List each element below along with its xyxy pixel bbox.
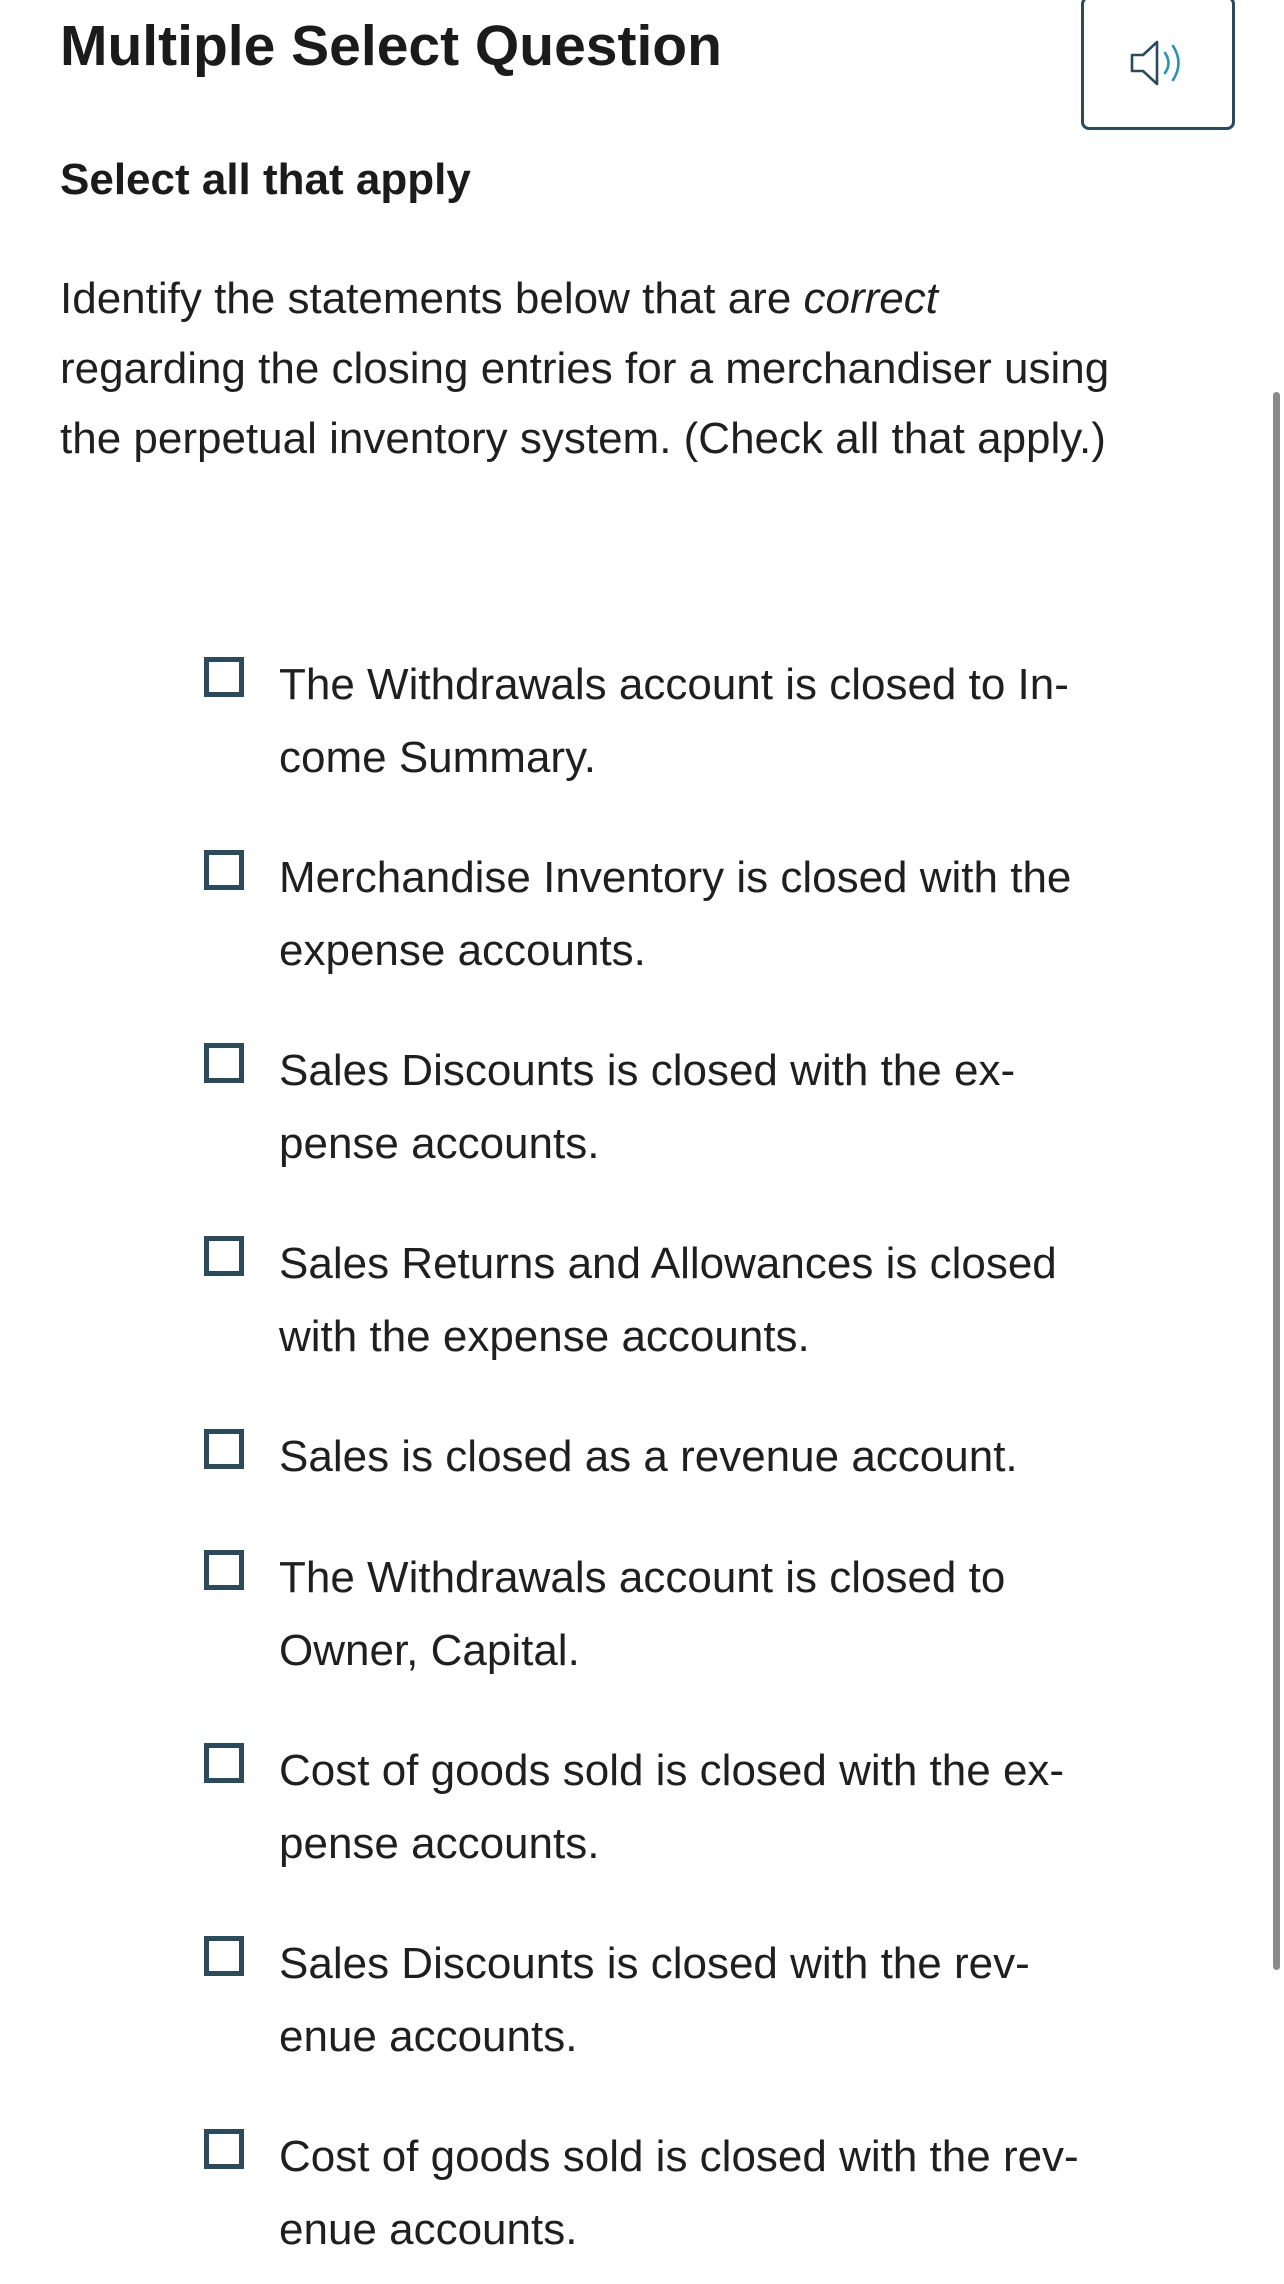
option-label xyxy=(279,1927,1199,2073)
prompt-emphasis: correct xyxy=(803,274,939,323)
prompt-line-1-text: Identify the statements below that are xyxy=(60,274,804,323)
option-label-line: with the expense accounts. xyxy=(279,1312,810,1361)
option-label-line: The Withdrawals account is closed to In- xyxy=(279,660,1069,709)
option-label-line: Owner, Capital. xyxy=(279,1626,580,1675)
option-label-line: enue accounts. xyxy=(279,2205,578,2254)
prompt-line-2: regarding the closing entries for a merchandiser using xyxy=(60,344,1110,393)
option-label xyxy=(279,1734,1199,1880)
option-checkbox[interactable] xyxy=(204,1236,244,1276)
option-checkbox[interactable] xyxy=(204,850,244,890)
prompt-line-1 xyxy=(60,264,1240,334)
option-label-line: Sales is closed as a revenue account. xyxy=(279,1432,1018,1481)
option-label-line: Merchandise Inventory is closed with the xyxy=(279,853,1072,902)
option-label-line: enue accounts. xyxy=(279,2012,578,2061)
option-label xyxy=(279,2120,1199,2266)
option-label-line: pense accounts. xyxy=(279,1119,600,1168)
option-label-line: Sales Discounts is closed with the ex- xyxy=(279,1046,1016,1095)
select-all-instruction: Select all that apply xyxy=(60,155,471,204)
option-label-line: The Withdrawals account is closed to xyxy=(279,1553,1006,1602)
option-checkbox[interactable] xyxy=(204,1429,244,1469)
option-checkbox[interactable] xyxy=(204,2129,244,2169)
option-label-line: Cost of goods sold is closed with the rev- xyxy=(279,2132,1079,2181)
option-label xyxy=(279,648,1199,794)
option-checkbox[interactable] xyxy=(204,1043,244,1083)
question-prompt xyxy=(60,264,1240,474)
scrollbar[interactable] xyxy=(1273,392,1280,1970)
option-label xyxy=(279,1541,1199,1687)
option-label-line: expense accounts. xyxy=(279,926,646,975)
option-label xyxy=(279,1034,1199,1180)
option-checkbox[interactable] xyxy=(204,1936,244,1976)
option-label-line: pense accounts. xyxy=(279,1819,600,1868)
option-label xyxy=(279,1227,1199,1373)
option-checkbox[interactable] xyxy=(204,1743,244,1783)
prompt-line-3: the perpetual inventory system. (Check all that apply.) xyxy=(60,414,1106,463)
page-title: Multiple Select Question xyxy=(60,14,722,78)
option-label-line: Sales Returns and Allowances is closed xyxy=(279,1239,1057,1288)
read-aloud-button[interactable] xyxy=(1081,0,1235,130)
option-label-line: Sales Discounts is closed with the rev- xyxy=(279,1939,1030,1988)
option-checkbox[interactable] xyxy=(204,1550,244,1590)
option-label-line: Cost of goods sold is closed with the ex- xyxy=(279,1746,1065,1795)
speaker-icon xyxy=(1128,35,1188,91)
option-label xyxy=(279,841,1199,987)
option-label xyxy=(279,1420,1199,1493)
option-checkbox[interactable] xyxy=(204,657,244,697)
option-label-line: come Summary. xyxy=(279,733,597,782)
